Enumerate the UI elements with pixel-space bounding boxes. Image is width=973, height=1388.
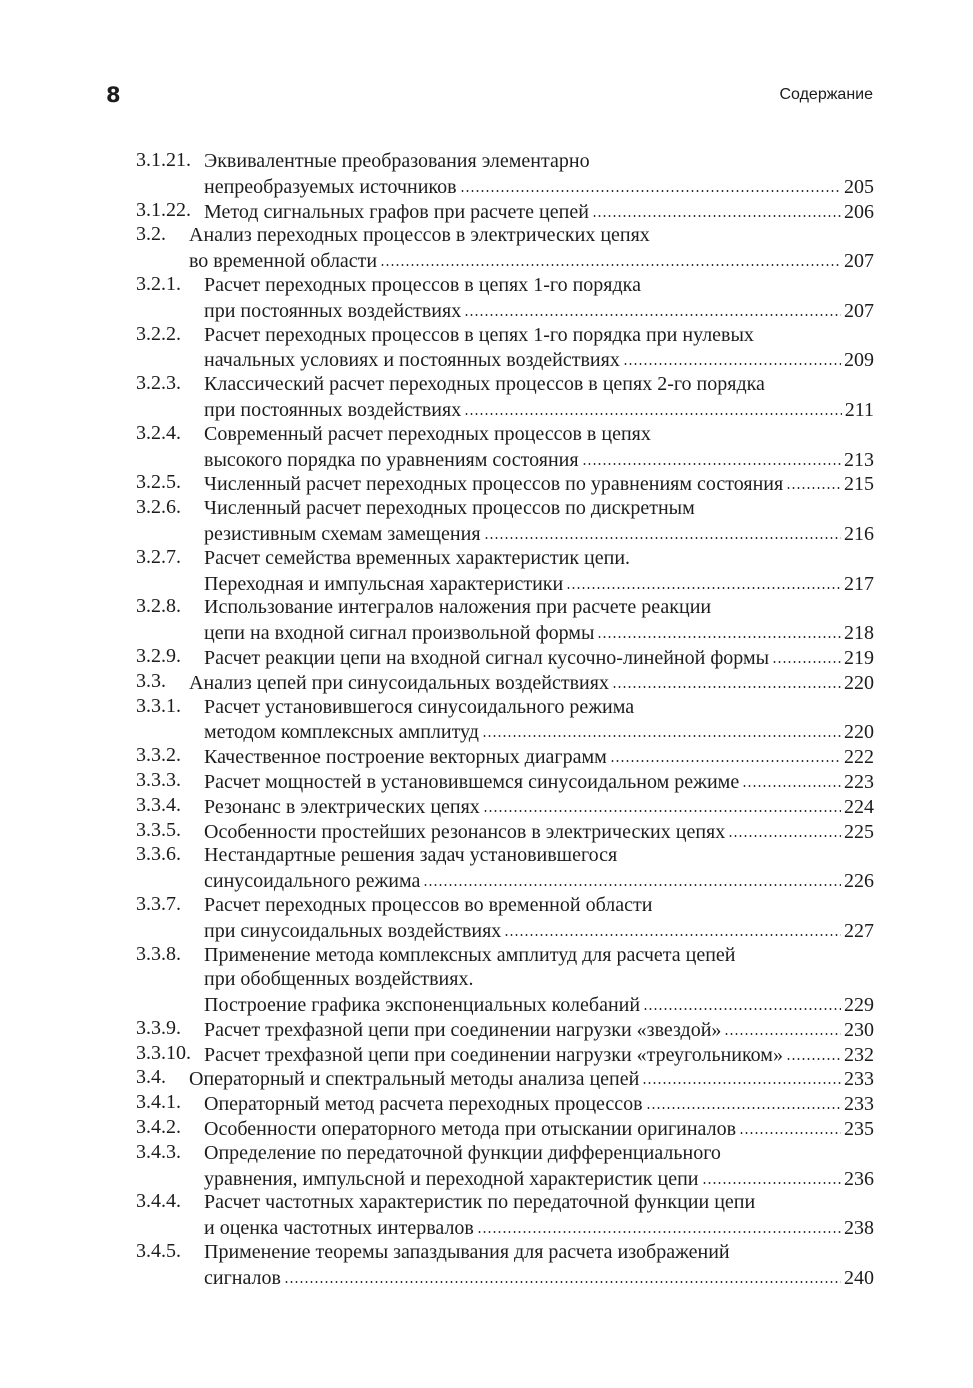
toc-entry bbox=[136, 670, 874, 695]
toc-entry bbox=[136, 1190, 874, 1240]
toc-entry-title: Применение теоремы запаздывания для расчета изображений bbox=[204, 1241, 730, 1264]
toc-page-number: 215 bbox=[844, 473, 874, 496]
toc-entry-title: Расчет трехфазной цепи при соединении нагрузки «звездой» bbox=[204, 1018, 722, 1041]
toc-entry-title: Нестандартные решения задач установившегося bbox=[204, 844, 618, 867]
dot-leader bbox=[284, 1265, 841, 1284]
toc-entry-title: Анализ цепей при синусоидальных воздействиях bbox=[189, 671, 609, 694]
dot-leader bbox=[702, 1166, 841, 1185]
toc-entry-title: Расчет переходных процессов в цепях 1-го порядка bbox=[204, 273, 641, 296]
toc-entry-title: Определение по передаточной функции дифференциального bbox=[204, 1141, 721, 1164]
toc-page-number: 240 bbox=[844, 1266, 874, 1289]
toc-entry-title: Метод сигнальных графов при расчете цепей bbox=[204, 200, 589, 223]
toc-entry bbox=[136, 1066, 874, 1091]
toc-entry-number: 3.3.8. bbox=[136, 942, 181, 965]
toc-entry bbox=[136, 1141, 874, 1191]
toc-page-number: 238 bbox=[844, 1217, 874, 1240]
toc-entry bbox=[136, 645, 874, 670]
toc-entry-title: Переходная и импульсная характеристики bbox=[204, 572, 564, 595]
toc-entry-title: Использование интегралов наложения при расчете реакции bbox=[204, 596, 712, 619]
toc-entry-title: Расчет реакции цепи на входной сигнал кусочно-линейной формы bbox=[204, 646, 770, 669]
toc-entry bbox=[136, 372, 874, 422]
toc-entry bbox=[136, 1017, 874, 1042]
toc-entry-number: 3.1.21. bbox=[136, 149, 191, 171]
toc-entry-title: и оценка частотных интервалов bbox=[204, 1217, 474, 1240]
toc-entry bbox=[136, 1042, 874, 1067]
toc-entry-title: уравнения, импульсной и переходной характеристик цепи bbox=[204, 1167, 699, 1190]
toc-page-number: 232 bbox=[844, 1043, 874, 1066]
dot-leader bbox=[504, 918, 841, 937]
dot-leader bbox=[423, 868, 841, 887]
dot-leader bbox=[724, 1017, 841, 1036]
toc-entry-title: Резонанс в электрических цепях bbox=[204, 795, 480, 818]
toc-entry-number: 3.3.9. bbox=[136, 1016, 181, 1039]
toc-entry-number: 3.3.3. bbox=[136, 768, 181, 791]
toc-page-number: 220 bbox=[844, 721, 874, 744]
toc-entry bbox=[136, 199, 874, 224]
toc-entry bbox=[136, 496, 874, 546]
dot-leader bbox=[739, 1116, 841, 1135]
toc-page-number: 220 bbox=[844, 671, 874, 694]
toc-entry-title: Особенности операторного метода при отыскании оригиналов bbox=[204, 1118, 737, 1141]
toc-page-number: 224 bbox=[844, 795, 874, 818]
toc-entry-number: 3.3. bbox=[136, 669, 166, 692]
dot-leader bbox=[623, 347, 841, 366]
toc-page-number: 217 bbox=[844, 572, 874, 595]
toc-entry-title: Современный расчет переходных процессов в цепях bbox=[204, 422, 651, 445]
toc-entry bbox=[136, 1240, 874, 1290]
dot-leader bbox=[642, 1066, 841, 1085]
toc-entry-number: 3.2.1. bbox=[136, 272, 181, 295]
dot-leader bbox=[477, 1215, 841, 1234]
toc-entry bbox=[136, 273, 874, 323]
toc-entry-number: 3.3.10. bbox=[136, 1041, 191, 1064]
dot-leader bbox=[646, 1091, 841, 1110]
toc-entry bbox=[136, 323, 874, 373]
toc-entry-number: 3.1.22. bbox=[136, 198, 191, 221]
toc-entry-title: высокого порядка по уравнениям состояния bbox=[204, 448, 579, 471]
toc-entry-title: Расчет установившегося синусоидального режима bbox=[204, 695, 635, 718]
toc-entry bbox=[136, 769, 874, 794]
toc-page-number: 219 bbox=[844, 646, 874, 669]
toc-entry bbox=[136, 595, 874, 645]
toc-page-number: 233 bbox=[844, 1093, 874, 1116]
toc-entry-title: начальных условиях и постоянных воздействиях bbox=[204, 349, 620, 372]
toc-entry-number: 3.2.5. bbox=[136, 471, 181, 494]
toc-entry-number: 3.2.9. bbox=[136, 644, 181, 667]
toc-entry-number: 3.2. bbox=[136, 223, 166, 246]
toc-page-number: 222 bbox=[844, 746, 874, 769]
toc-entry-title: при обобщенных воздействиях. bbox=[204, 968, 474, 991]
toc-entry-title: Применение метода комплексных амплитуд для расчета цепей bbox=[204, 943, 736, 966]
toc-entry bbox=[136, 223, 874, 273]
toc-entry-title: Расчет частотных характеристик по передаточной функции цепи bbox=[204, 1191, 756, 1214]
dot-leader bbox=[728, 819, 841, 838]
toc-page-number: 236 bbox=[844, 1167, 874, 1190]
toc-entry-title: методом комплексных амплитуд bbox=[204, 721, 479, 744]
toc-page-number: 216 bbox=[844, 522, 874, 545]
dot-leader bbox=[484, 521, 841, 540]
toc-entry-number: 3.3.4. bbox=[136, 793, 181, 816]
toc-entry-title: Численный расчет переходных процессов по дискретным bbox=[204, 497, 695, 520]
toc-entry-title: непреобразуемых источников bbox=[204, 175, 457, 198]
toc-entry bbox=[136, 943, 874, 1017]
toc-entry-number: 3.3.1. bbox=[136, 694, 181, 717]
toc-page-number: 223 bbox=[844, 770, 874, 793]
toc-entry-title: Расчет семейства временных характеристик цепи. bbox=[204, 546, 631, 569]
toc-entry bbox=[136, 149, 874, 199]
toc-entry-number: 3.3.6. bbox=[136, 843, 181, 866]
toc-entry-title: сигналов bbox=[204, 1266, 281, 1289]
toc-entry-title: Построение графика экспоненциальных колебаний bbox=[204, 994, 641, 1017]
toc-page-number: 209 bbox=[844, 349, 874, 372]
toc-entry-title: при постоянных воздействиях bbox=[204, 299, 462, 322]
toc-entry bbox=[136, 893, 874, 943]
toc-entry-number: 3.3.2. bbox=[136, 744, 181, 767]
toc-entry-title: Расчет трехфазной цепи при соединении нагрузки «треугольником» bbox=[204, 1043, 783, 1066]
toc-entry-number: 3.3.5. bbox=[136, 818, 181, 841]
dot-leader bbox=[482, 719, 841, 738]
toc-entry-number: 3.2.8. bbox=[136, 595, 181, 618]
running-title: Содержание bbox=[779, 86, 873, 103]
toc-entry-title: Операторный метод расчета переходных процессов bbox=[204, 1093, 643, 1116]
toc-page-number: 206 bbox=[844, 200, 874, 223]
toc-page-number: 225 bbox=[844, 820, 874, 843]
dot-leader bbox=[612, 670, 841, 689]
toc-page-number: 207 bbox=[844, 250, 874, 273]
toc-page-number: 205 bbox=[844, 175, 874, 198]
dot-leader bbox=[742, 769, 841, 788]
toc-entry bbox=[136, 546, 874, 596]
toc-page-number: 230 bbox=[844, 1018, 874, 1041]
toc-entry bbox=[136, 819, 874, 844]
dot-leader bbox=[786, 1042, 841, 1061]
toc-entry-title: во временной области bbox=[189, 250, 378, 273]
toc-entry-title: при синусоидальных воздействиях bbox=[204, 919, 502, 942]
toc-page-number: 211 bbox=[844, 398, 874, 421]
dot-leader bbox=[786, 471, 841, 490]
toc-entry-title: Операторный и спектральный методы анализа цепей bbox=[189, 1068, 640, 1091]
toc-entry-number: 3.2.4. bbox=[136, 421, 181, 444]
toc-page-number: 227 bbox=[844, 919, 874, 942]
toc-page-number: 235 bbox=[844, 1118, 874, 1141]
dot-leader bbox=[582, 447, 841, 466]
toc-entry-number: 3.4.3. bbox=[136, 1140, 181, 1163]
toc-entry-number: 3.4.2. bbox=[136, 1116, 181, 1139]
toc-entry bbox=[136, 794, 874, 819]
toc-entry-title: Расчет переходных процессов во временной области bbox=[204, 893, 653, 916]
toc-entry-title: синусоидального режима bbox=[204, 870, 421, 893]
toc-entry-number: 3.2.3. bbox=[136, 372, 181, 395]
toc-page-number: 213 bbox=[844, 448, 874, 471]
toc-entry-number: 3.2.6. bbox=[136, 496, 181, 519]
toc-entry bbox=[136, 1116, 874, 1141]
toc-entry-title: при постоянных воздействиях bbox=[204, 398, 462, 421]
toc-entry-title: Эквивалентные преобразования элементарно bbox=[204, 150, 590, 172]
dot-leader bbox=[597, 620, 841, 639]
toc-entry bbox=[136, 695, 874, 745]
toc-entry-number: 3.3.7. bbox=[136, 892, 181, 915]
dot-leader bbox=[464, 298, 841, 317]
toc-entry bbox=[136, 422, 874, 472]
toc-page-number: 226 bbox=[844, 870, 874, 893]
toc-entry-title: Численный расчет переходных процессов по уравнениям состояния bbox=[204, 473, 784, 496]
toc-entry-number: 3.2.2. bbox=[136, 322, 181, 345]
toc-entry-title: Особенности простейших резонансов в электрических цепях bbox=[204, 820, 726, 843]
toc-entry-title: резистивным схемам замещения bbox=[204, 522, 481, 545]
toc-entry-number: 3.4.5. bbox=[136, 1240, 181, 1263]
toc-page-number: 233 bbox=[844, 1068, 874, 1091]
dot-leader bbox=[643, 992, 841, 1011]
dot-leader bbox=[772, 645, 841, 664]
toc-entry-title: Расчет мощностей в установившемся синусоидальном режиме bbox=[204, 770, 740, 793]
page-number: 8 bbox=[106, 83, 121, 107]
table-of-contents bbox=[136, 149, 874, 1290]
toc-page-number: 218 bbox=[844, 622, 874, 645]
toc-page-number: 207 bbox=[844, 299, 874, 322]
dot-leader bbox=[483, 794, 841, 813]
toc-entry-title: Расчет переходных процессов в цепях 1-го порядка при нулевых bbox=[204, 323, 754, 346]
toc-entry bbox=[136, 843, 874, 893]
toc-page-number: 229 bbox=[844, 994, 874, 1017]
dot-leader bbox=[610, 744, 841, 763]
toc-entry-number: 3.4.1. bbox=[136, 1091, 181, 1114]
toc-entry bbox=[136, 1091, 874, 1116]
dot-leader bbox=[460, 174, 841, 193]
toc-entry-title: Классический расчет переходных процессов в цепях 2-го порядка bbox=[204, 373, 765, 396]
dot-leader bbox=[566, 571, 841, 590]
toc-entry-title: Анализ переходных процессов в электрических цепях bbox=[189, 224, 650, 247]
toc-entry bbox=[136, 471, 874, 496]
toc-entry-title: цепи на входной сигнал произвольной формы bbox=[204, 622, 595, 645]
dot-leader bbox=[592, 199, 841, 218]
dot-leader bbox=[380, 248, 841, 267]
toc-entry-number: 3.4.4. bbox=[136, 1190, 181, 1213]
dot-leader bbox=[464, 397, 842, 416]
toc-entry-number: 3.2.7. bbox=[136, 545, 181, 568]
toc-entry bbox=[136, 744, 874, 769]
toc-entry-number: 3.4. bbox=[136, 1066, 166, 1089]
toc-entry-title: Качественное построение векторных диаграмм bbox=[204, 746, 607, 769]
